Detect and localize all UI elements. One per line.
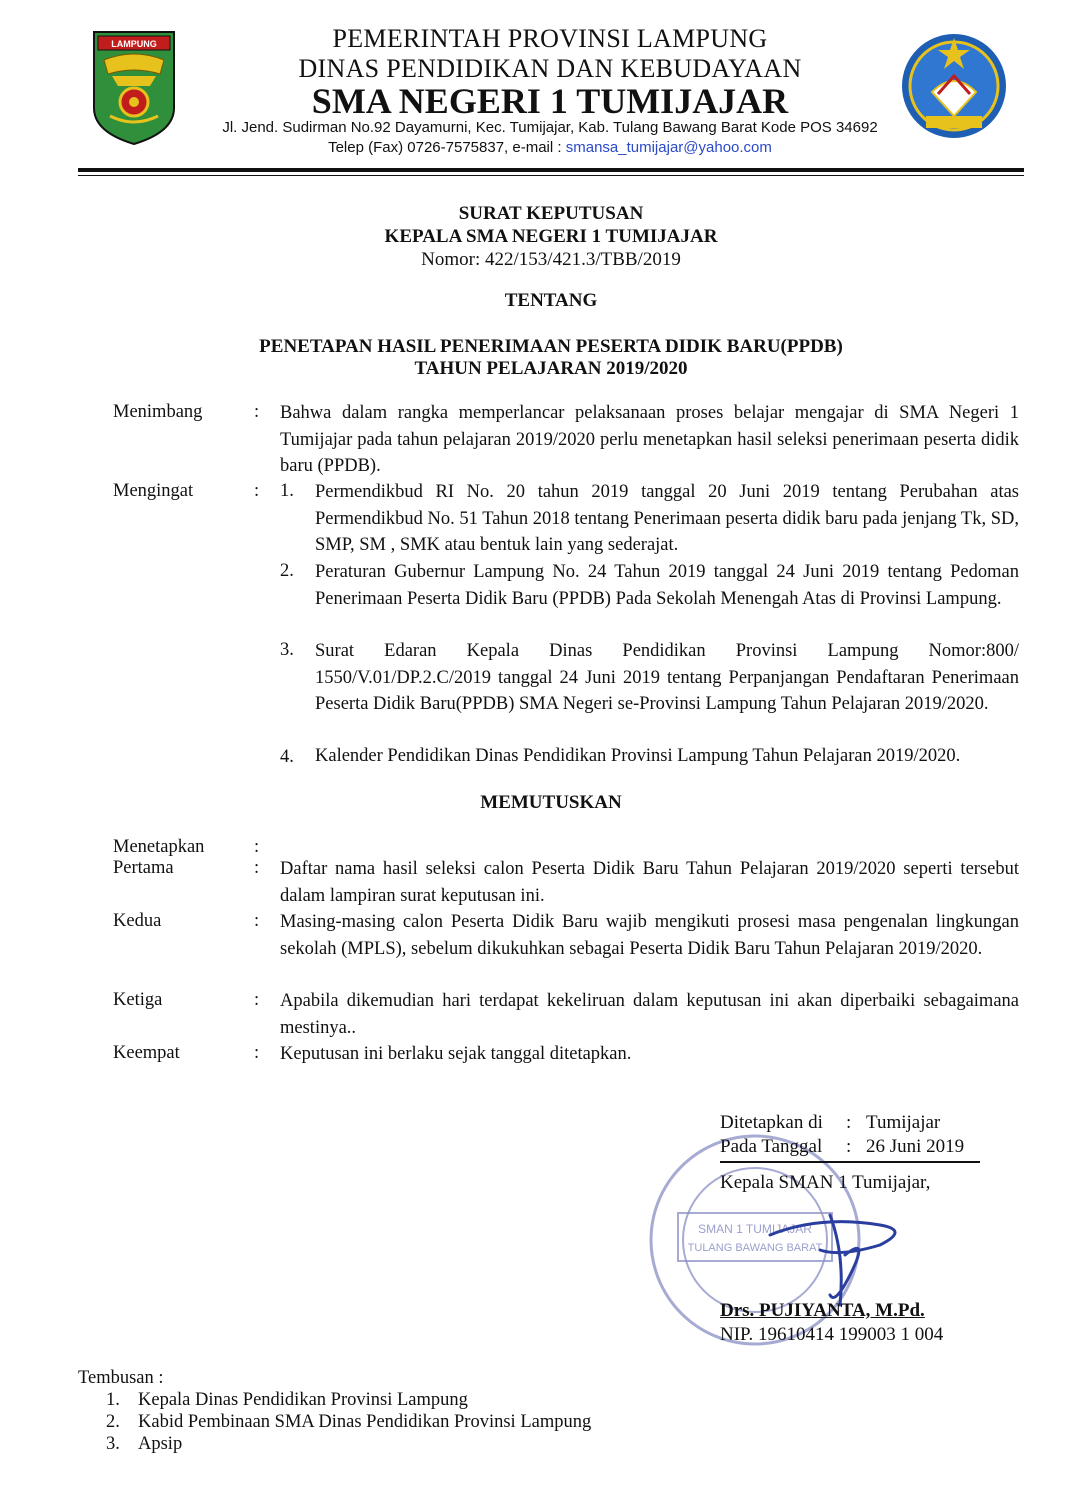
decree-number: Nomor: 422/153/421.3/TBB/2019 [421,249,681,270]
kedua-label: Kedua [113,911,162,931]
decree-heading: SURAT KEPUTUSAN [458,203,644,224]
tembusan-item-number: 1. [106,1390,120,1410]
date-colon: : [846,1136,852,1157]
tembusan-item-text: Kabid Pembinaan SMA Dinas Pendidikan Provinsi Lampung [138,1412,592,1432]
signatory-position: Kepala SMAN 1 Tumijajar, [720,1172,931,1193]
mengingat-item-number: 2. [280,561,294,581]
menimbang-text: Bahwa dalam rangka memperlancar pelaksanaan proses belajar mengajar di SMA Negeri 1 Tumijajar pada tahun pelajaran 2019/2020 perlu menetapkan hasil seleksi penerimaan peserta didik baru (PPDB). [280,403,1019,476]
mengingat-item-number: 3. [280,640,294,660]
mengingat-item-text: Peraturan Gubernur Lampung No. 24 Tahun 2019 tanggal 24 Juni 2019 tentang Pedoman Penerimaan Peserta Didik Baru (PPDB) Pada Sekolah Menengah Atas di Provinsi Lampung. [315,562,1019,609]
svg-text:LAMPUNG: LAMPUNG [111,39,157,49]
ketiga-label: Ketiga [113,990,163,1010]
mengingat-item-text: Kalender Pendidikan Dinas Pendidikan Provinsi Lampung Tahun Pelajaran 2019/2020. [315,746,961,766]
keempat-colon: : [254,1043,260,1063]
lampung-province-logo [90,28,178,148]
kedua-colon: : [254,911,260,931]
date-value: 26 Juni 2019 [866,1136,965,1157]
letterhead-school-name: SMA NEGERI 1 TUMIJAJAR [311,81,789,121]
letterhead-contact [180,139,920,156]
mengingat-item-text: Surat Edaran Kepala Dinas Pendidikan Provinsi Lampung Nomor:800/ 1550/V.01/DP.2.C/2019 tanggal 24 Juni 2019 tentang Perpanjangan Pendaftaran Penerimaan Peserta Didik Baru(PPDB) SMA Negeri se-Provinsi Lampung Tahun Pelajaran 2019/2020. [315,641,1019,714]
tembusan-item-number: 3. [106,1434,120,1454]
decree-issuer: KEPALA SMA NEGERI 1 TUMIJAJAR [384,226,718,247]
contact-email-link[interactable]: smansa_tumijajar@yahoo.com [565,139,772,156]
place-value: Tumijajar [866,1112,941,1133]
mengingat-item-text: Permendikbud RI No. 20 tahun 2019 tanggal 20 Juni 2019 tentang Perubahan atas Permendikbud No. 51 Tahun 2018 tentang Penerimaan peserta didik baru pada jenjang Tk, SD, SMP, SM , SMK atau bentuk lain yang sederajat. [315,482,1019,555]
pertama-text: Daftar nama hasil seleksi calon Peserta Didik Baru Tahun Pelajaran 2019/2020 seperti tersebut dalam lampiran surat keputusan ini. [280,859,1019,906]
tembusan-label: Tembusan : [78,1368,164,1388]
kedua-text: Masing-masing calon Peserta Didik Baru wajib mengikuti prosesi masa pengenalan lingkungan sekolah (MPLS), sebelum dikukuhkan sebagai Peserta Didik Baru Tahun Pelajaran 2019/2020. [280,912,1019,959]
letterhead-department: DINAS PENDIDIKAN DAN KEBUDAYAAN [298,54,802,83]
letterhead-address: Jl. Jend. Sudirman No.92 Dayamurni, Kec. Tumijajar, Kab. Tulang Bawang Barat Kode POS 34692 [222,119,878,136]
ketiga-colon: : [254,990,260,1010]
date-label: Pada Tanggal [720,1136,823,1157]
pertama-colon: : [254,858,260,878]
place-label: Ditetapkan di [720,1112,823,1133]
signatory-name: Drs. PUJIYANTA, M.Pd. [720,1300,925,1321]
memutuskan-heading: MEMUTUSKAN [480,792,622,813]
mengingat-label: Mengingat [113,481,194,501]
subject-line1: PENETAPAN HASIL PENERIMAAN PESERTA DIDIK BARU(PPDB) [259,336,843,357]
mengingat-item-number: 1. [280,481,294,501]
menimbang-colon: : [254,402,260,422]
ketiga-text: Apabila dikemudian hari terdapat kekeliruan dalam keputusan ini akan diperbaiki sebagaimana mestinya.. [280,991,1019,1038]
tembusan-item-text: Apsip [138,1434,183,1454]
contact-phone: Telep (Fax) 0726-7575837, e-mail : [328,139,566,156]
keempat-text: Keputusan ini berlaku sejak tanggal ditetapkan. [280,1044,632,1064]
subject-line2: TAHUN PELAJARAN 2019/2020 [414,358,688,379]
tembusan-item-number: 2. [106,1412,120,1432]
mengingat-item-number: 4. [280,747,294,767]
about-heading: TENTANG [504,290,598,311]
tembusan-item-text: Kepala Dinas Pendidikan Provinsi Lampung [138,1390,468,1410]
svg-text:TULANG BAWANG BARAT: TULANG BAWANG BARAT [687,1242,823,1254]
mengingat-colon: : [254,481,260,501]
signatory-nip: NIP. 19610414 199003 1 004 [720,1324,944,1345]
menimbang-label: Menimbang [113,402,203,422]
pertama-label: Pertama [113,858,174,878]
handwritten-signature [760,1195,920,1315]
menetapkan-label: Menetapkan [113,837,205,857]
keempat-label: Keempat [113,1043,180,1063]
svg-text:SMAN 1 TUMIJAJAR: SMAN 1 TUMIJAJAR [698,1222,812,1236]
date-underline [720,1161,980,1163]
menetapkan-colon: : [254,837,260,857]
letterhead-divider-thick [78,168,1024,172]
letterhead-government: PEMERINTAH PROVINSI LAMPUNG [332,24,768,53]
letterhead-divider-thin [78,175,1024,176]
place-colon: : [846,1112,852,1133]
